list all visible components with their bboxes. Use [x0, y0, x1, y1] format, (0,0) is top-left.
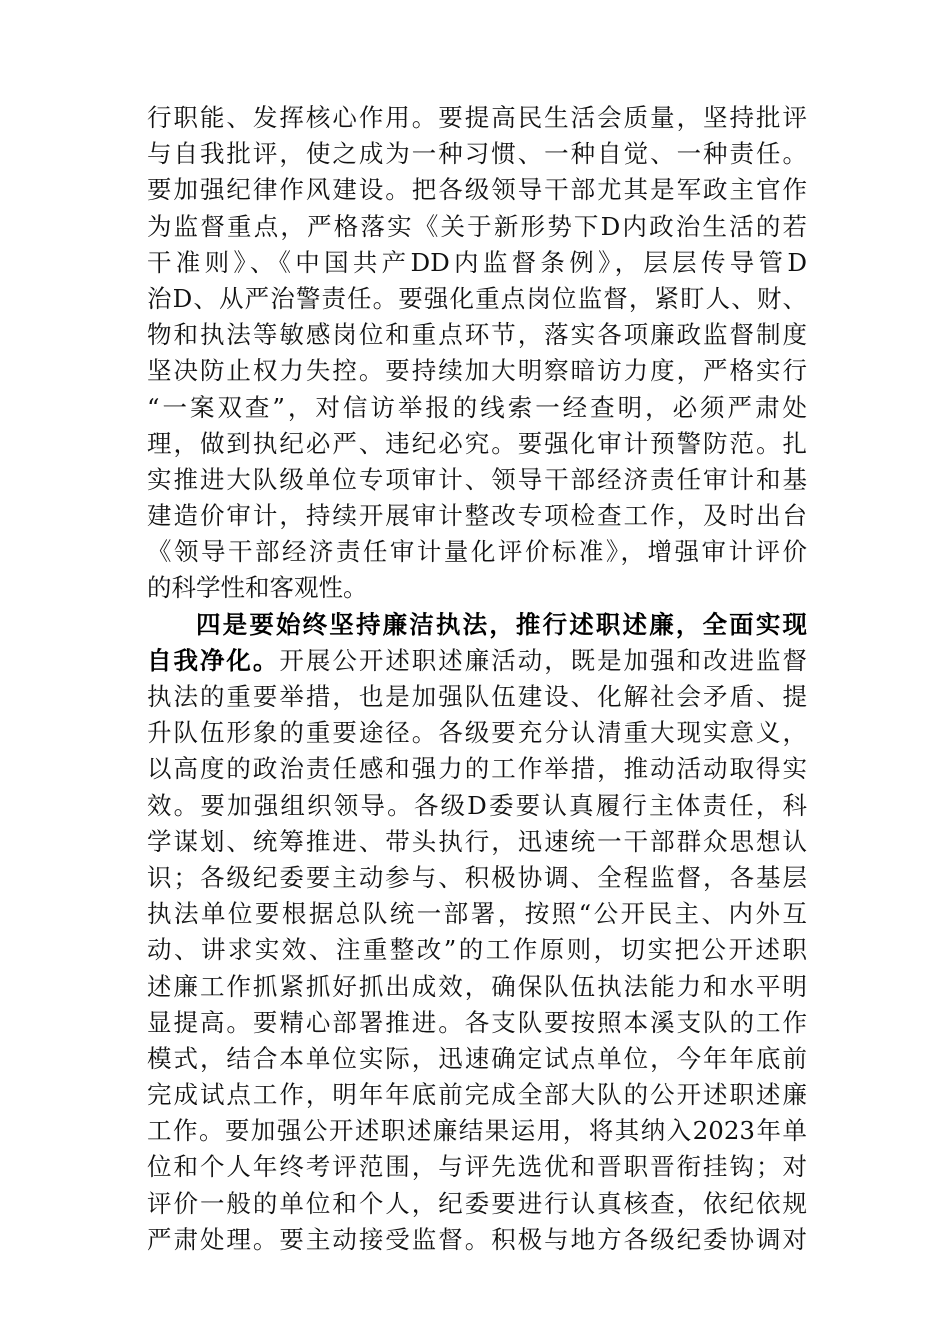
paragraph-line: 严肃处理。要主动接受监督。积极与地方各级纪委协调对: [147, 1224, 807, 1254]
paragraph-line: 执法单位要根据总队统一部署，按照“公开民主、内外互: [147, 899, 807, 929]
section-heading-line: 四是要始终坚持廉洁执法，推行述职述廉，全面实现: [196, 609, 807, 639]
paragraph-line: 完成试点工作，明年年底前完成全部大队的公开述职述廉: [147, 1080, 807, 1110]
paragraph-2: [147, 607, 807, 1258]
paragraph-line: 执法的重要举措，也是加强队伍建设、化解社会矛盾、提: [147, 682, 807, 711]
paragraph-line: 述廉工作抓紧抓好抓出成效，确保队伍执法能力和水平明: [147, 971, 807, 1001]
paragraph-line: 建造价审计，持续开展审计整改专项检查工作，及时出台: [147, 501, 807, 531]
paragraph-line: 理，做到执纪必严、违纪必究。要强化审计预警防范。扎: [147, 428, 807, 458]
paragraph-line: 以高度的政治责任感和强力的工作举措，推动活动取得实: [147, 754, 807, 784]
paragraph-line: 物和执法等敏感岗位和重点环节，落实各项廉政监督制度: [147, 320, 807, 350]
section-heading-end: 自我净化。: [147, 645, 280, 675]
paragraph-line: 识；各级纪委要主动参与、积极协调、全程监督，各基层: [147, 862, 807, 892]
paragraph-line: 的科学性和客观性。: [147, 573, 368, 603]
body-text: [147, 100, 807, 1258]
paragraph-line: 《领导干部经济责任审计量化评价标准》，增强审计评价: [147, 537, 807, 567]
paragraph-1: [147, 100, 807, 607]
paragraph-text: 开展公开述职述廉活动，既是加强和改进监督: [279, 645, 808, 675]
paragraph-line: 行职能、发挥核心作用。要提高民生活会质量，坚持批评: [147, 103, 807, 132]
paragraph-line: 评价一般的单位和个人，纪委要进行认真核查，依纪依规: [147, 1188, 807, 1218]
paragraph-line: 坚决防止权力失控。要持续加大明察暗访力度，严格实行: [147, 356, 807, 386]
paragraph-line: 实推进大队级单位专项审计、领导干部经济责任审计和基: [147, 464, 807, 494]
paragraph-line: 学谋划、统筹推进、带头执行，迅速统一干部群众思想认: [147, 826, 807, 856]
paragraph-line: 升队伍形象的重要途径。各级要充分认清重大现实意义，: [147, 718, 807, 748]
paragraph-line: 动、讲求实效、注重整改”的工作原则，切实把公开述职: [147, 935, 807, 965]
paragraph-line: 为监督重点，严格落实《关于新形势下D内政治生活的若: [147, 211, 807, 241]
paragraph-line: 治D、从严治警责任。要强化重点岗位监督，紧盯人、财、: [147, 283, 807, 313]
paragraph-line: 工作。要加强公开述职述廉结果运用，将其纳入2023年单: [147, 1116, 807, 1146]
paragraph-line: 与自我批评，使之成为一种习惯、一种自觉、一种责任。: [147, 139, 807, 169]
paragraph-line: [147, 643, 807, 679]
paragraph-line: 位和个人年终考评范围，与评先选优和晋职晋衔挂钩；对: [147, 1152, 807, 1182]
paragraph-line: “一案双查”，对信访举报的线索一经查明，必须严肃处: [147, 392, 807, 422]
paragraph-line: 要加强纪律作风建设。把各级领导干部尤其是军政主官作: [147, 175, 807, 205]
paragraph-line: 效。要加强组织领导。各级D委要认真履行主体责任，科: [147, 790, 807, 820]
paragraph-line: 干准则》、《中国共产DD内监督条例》，层层传导管D: [147, 247, 807, 277]
paragraph-line: 显提高。要精心部署推进。各支队要按照本溪支队的工作: [147, 1007, 807, 1037]
paragraph-line: 模式，结合本单位实际，迅速确定试点单位，今年年底前: [147, 1043, 807, 1073]
